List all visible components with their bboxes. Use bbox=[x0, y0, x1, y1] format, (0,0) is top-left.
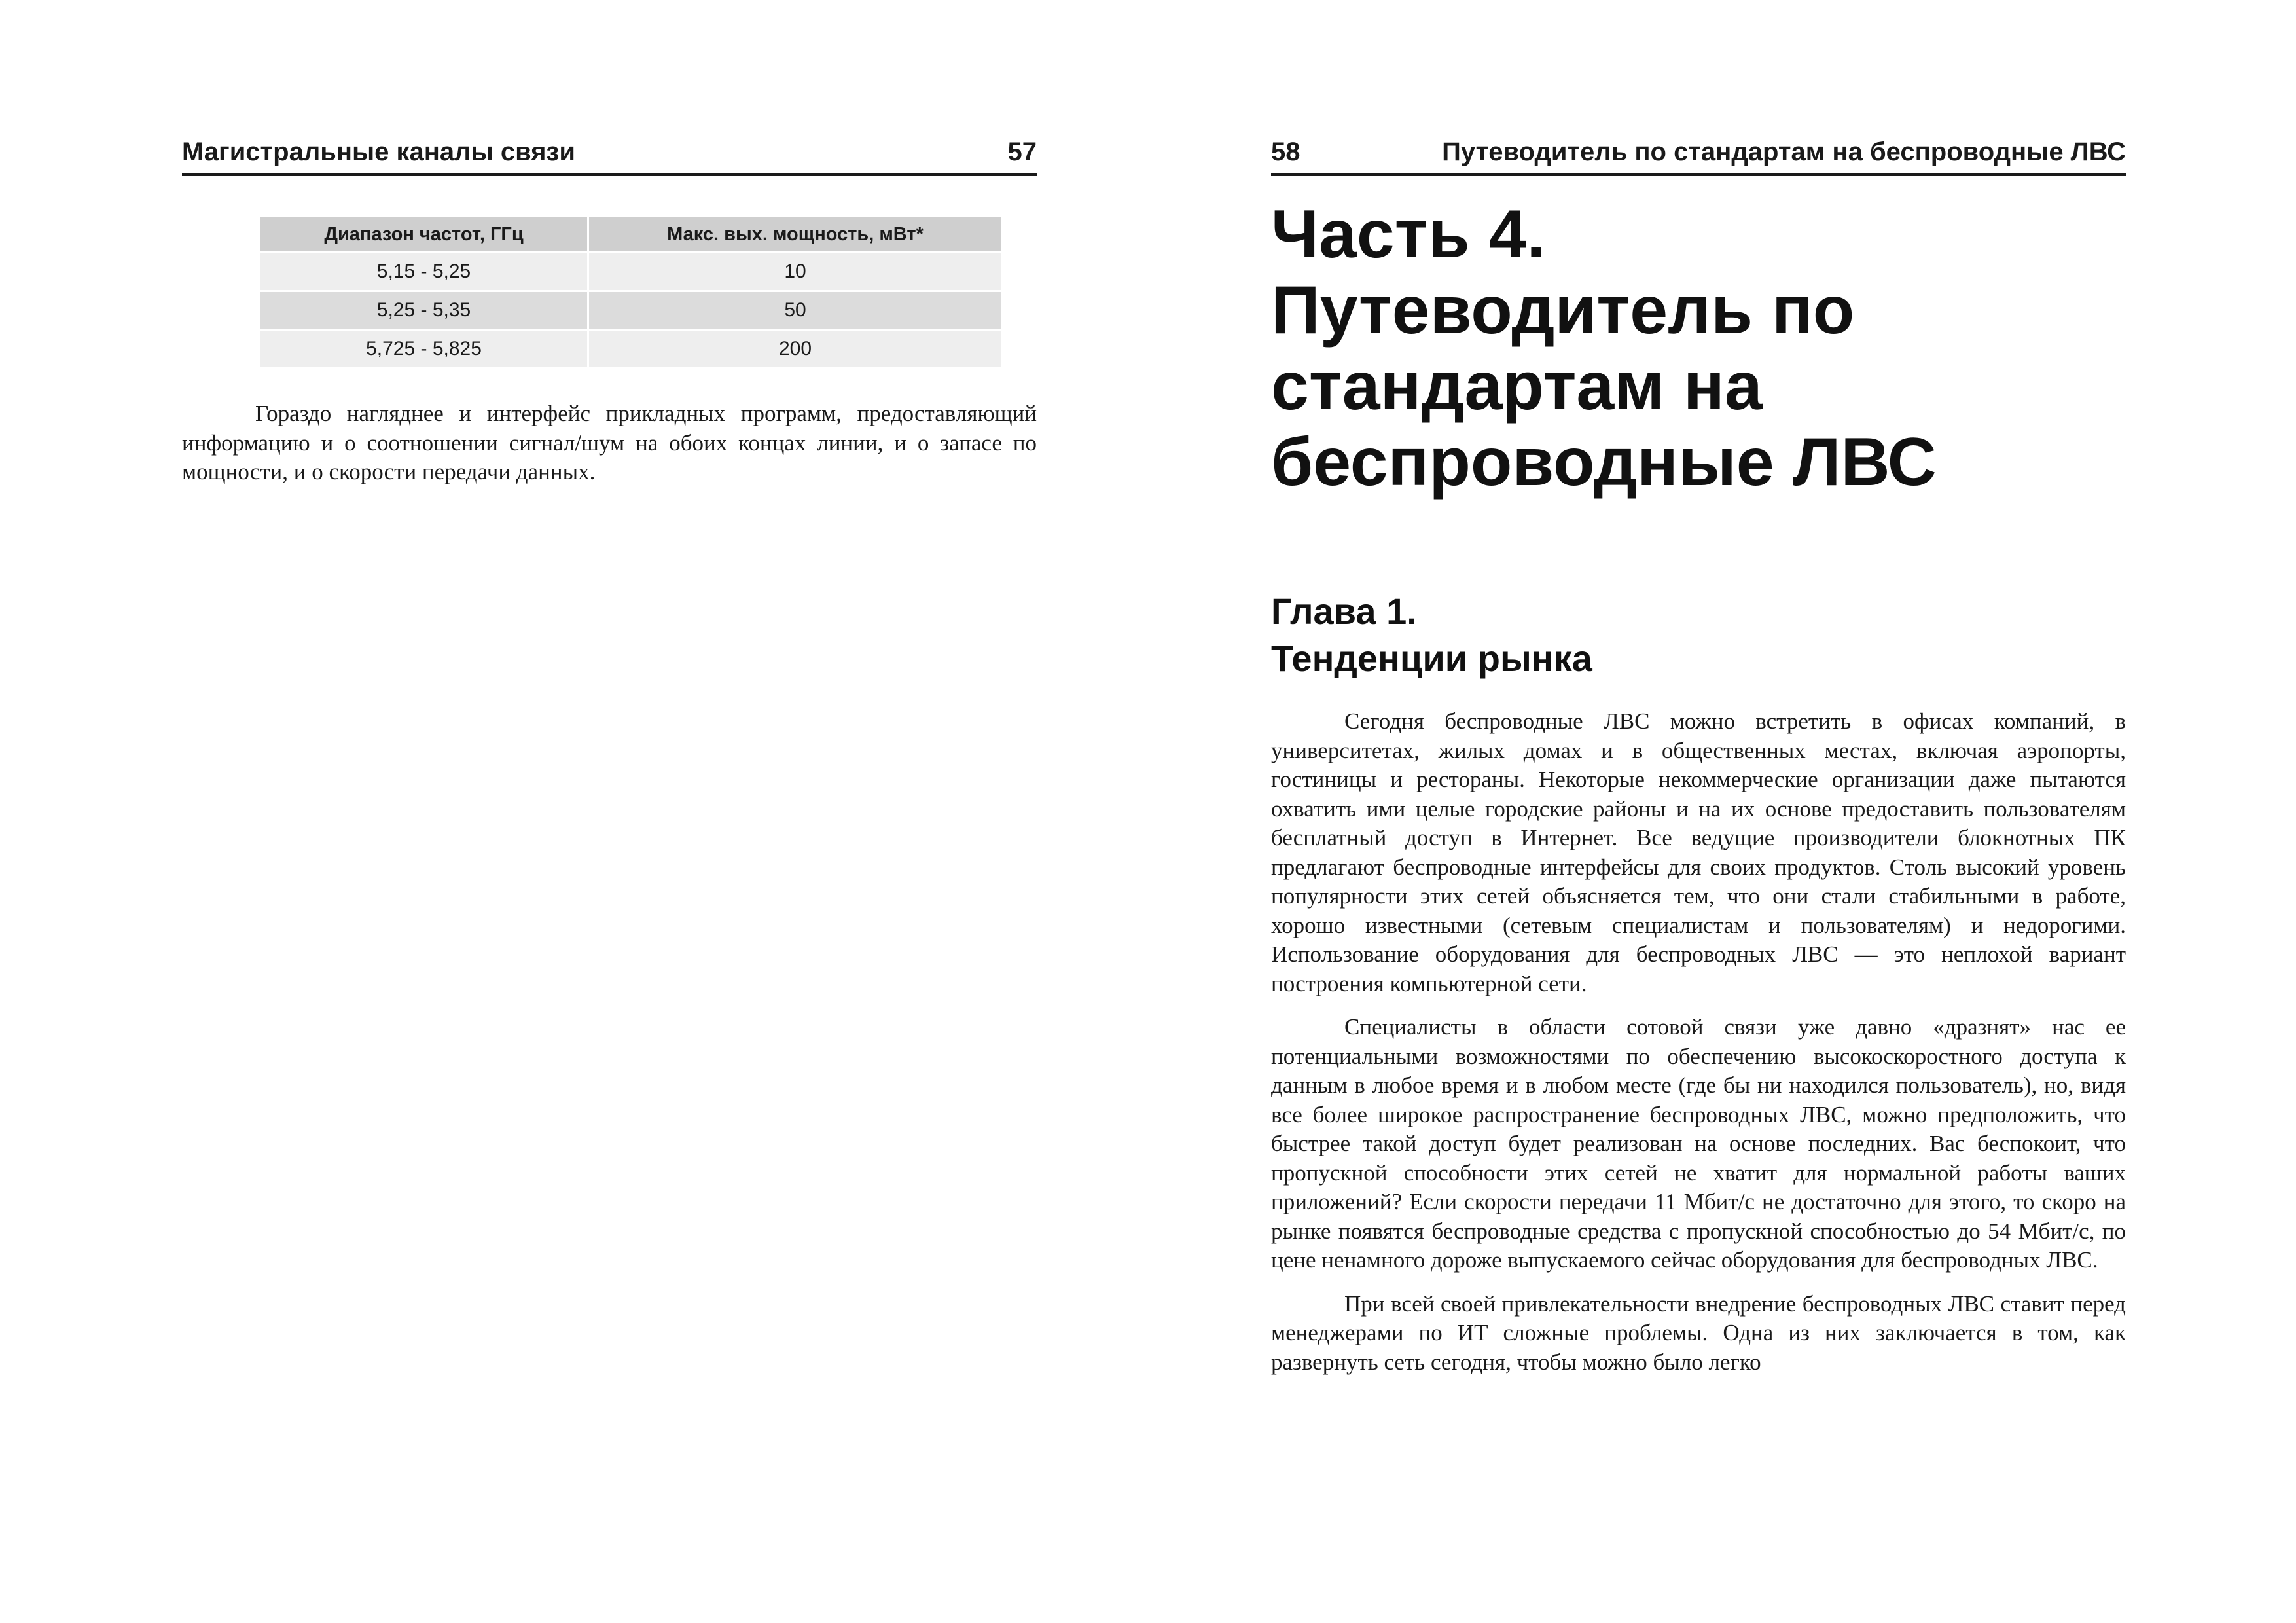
power-cell: 200 bbox=[588, 330, 1002, 368]
body-paragraph: При всей своей привлекательности внедрение беспроводных ЛВС ставит перед менеджерами по ИТ сложные проблемы. Одна из них заключается в том, как развернуть сеть сегодня, чтобы можно было легко bbox=[1271, 1290, 2126, 1375]
left-page-number: 57 bbox=[1007, 137, 1037, 166]
left-header-title: Магистральные каналы связи bbox=[182, 137, 575, 166]
frequency-power-table bbox=[260, 217, 1001, 367]
body-paragraph: Специалисты в области сотовой связи уже давно «дразнят» нас ее потенциальными возможностями по обеспечению высокоскоростного доступа к данным в любое время и в любом месте (где бы ни находился пользователь), но, видя все более широкое распространение беспроводных ЛВС, можно предположить, что быстрее такой доступ будет реализован на основе последних. Вас беспокоит, что пропускной способности этих сетей не хватит для нормальной работы ваших приложений? Если скорости передачи 11 Мбит/с не достаточно для этого, то скоро на рынке появятся беспроводные средства с пропускной способностью до 54 Мбит/с, по цене ненамного дороже выпускаемого сейчас оборудования для беспроводных ЛВС. bbox=[1271, 1014, 2126, 1273]
table-row bbox=[260, 291, 1001, 330]
col-header-frequency: Диапазон частот, ГГц bbox=[260, 217, 588, 253]
frequency-cell: 5,25 - 5,35 bbox=[260, 291, 588, 330]
col-header-power: Макс. вых. мощность, мВт* bbox=[588, 217, 1002, 253]
right-page-number: 58 bbox=[1271, 137, 1300, 166]
power-cell: 10 bbox=[588, 253, 1002, 291]
right-header-title: Путеводитель по стандартам на беспроводные ЛВС bbox=[1442, 137, 2126, 166]
chapter-title-line: Глава 1. bbox=[1271, 591, 1417, 632]
right-running-header bbox=[1271, 131, 2126, 176]
table-header-row bbox=[260, 217, 1001, 253]
part-title-line: Путеводитель по bbox=[1271, 272, 1855, 348]
frequency-cell: 5,15 - 5,25 bbox=[260, 253, 588, 291]
table-row bbox=[260, 253, 1001, 291]
left-running-header bbox=[182, 131, 1037, 176]
power-cell: 50 bbox=[588, 291, 1002, 330]
left-paragraph: Гораздо нагляднее и интерфейс прикладных программ, предоставляющий информацию и о соотношении сигнал/шум на обоих концах линии, и о запасе по мощности, и о скорости передачи данных. bbox=[182, 401, 1037, 484]
part-title bbox=[1271, 196, 2126, 500]
table-row bbox=[260, 330, 1001, 368]
chapter-title bbox=[1271, 588, 2126, 682]
body-paragraph: Сегодня беспроводные ЛВС можно встретить в офисах компаний, в университетах, жилых домах и в общественных местах, включая аэропорты, гостиницы и рестораны. Некоторые некоммерческие организации даже пытаются охватить ими целые городские районы и на их основе предоставить пользователям бесплатный доступ в Интернет. Все ведущие производители блокнотных ПК предлагают беспроводные интерфейсы для своих продуктов. Столь высокий уровень популярности этих сетей объясняется тем, что они стали стабильными в работе, хорошо известными (сетевым специалистам и пользователям) и недорогими. Использование оборудования для беспроводных ЛВС — это неплохой вариант построения компьютерной сети. bbox=[1271, 708, 2126, 996]
right-page bbox=[1148, 0, 2296, 1623]
chapter-body bbox=[1271, 707, 2126, 1391]
part-title-line: беспроводные ЛВС bbox=[1271, 424, 1937, 500]
part-title-line: стандартам на bbox=[1271, 348, 1763, 424]
frequency-cell: 5,725 - 5,825 bbox=[260, 330, 588, 368]
part-title-line: Часть 4. bbox=[1271, 196, 1546, 272]
chapter-title-line: Тенденции рынка bbox=[1271, 638, 1592, 679]
